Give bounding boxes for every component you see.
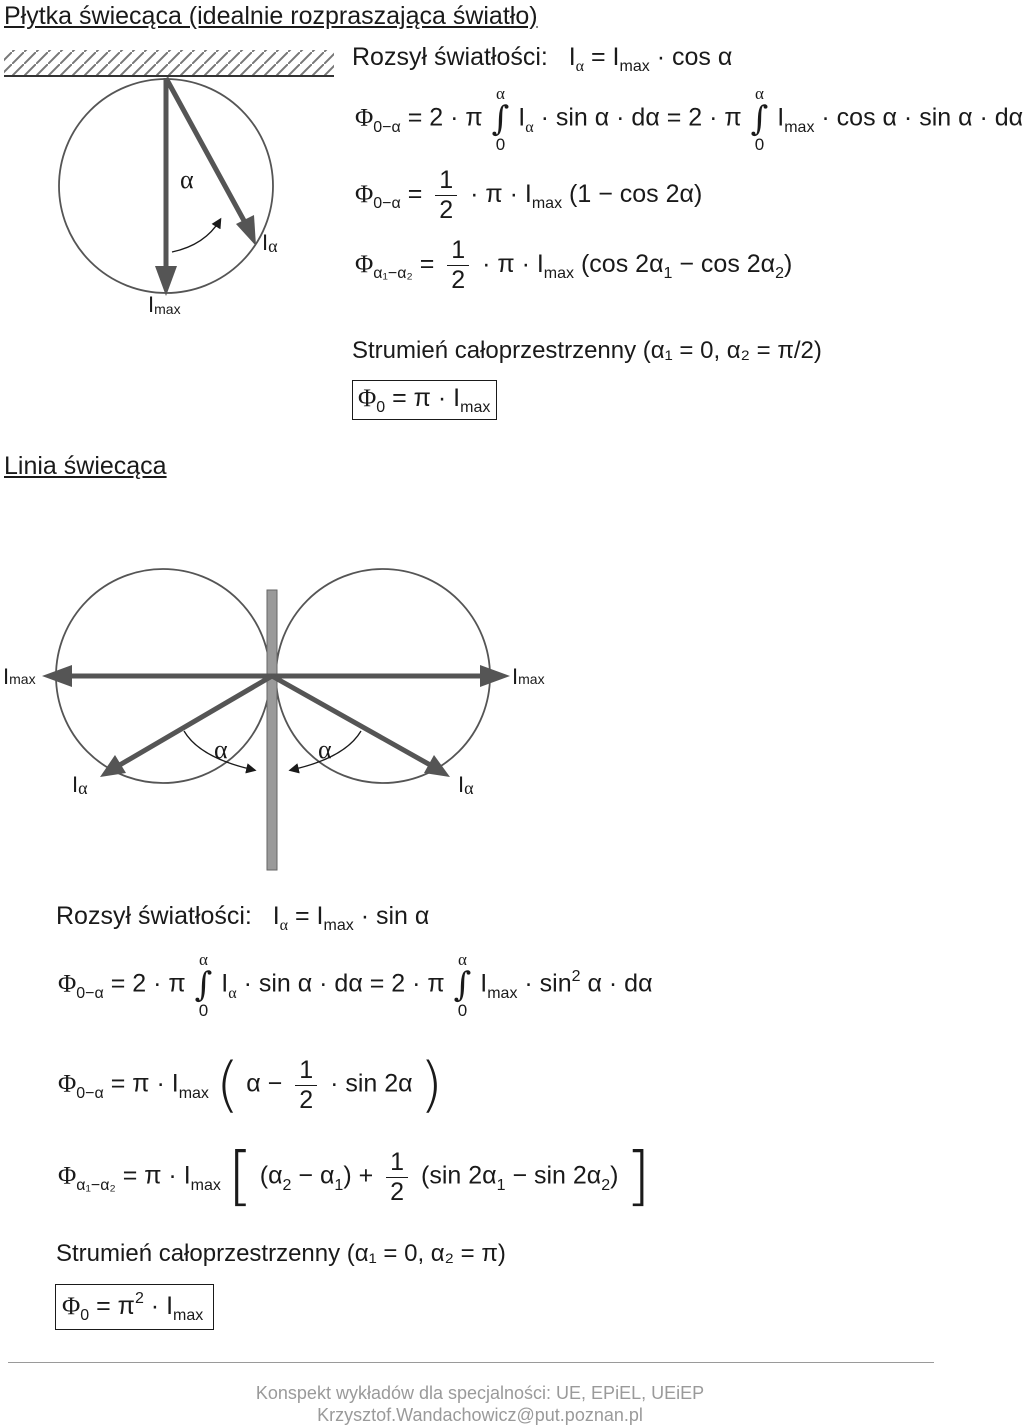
- ceiling-hatch: [4, 50, 334, 76]
- ialpha-label: Iα: [262, 230, 278, 256]
- footer-course-line: Konspekt wykładów dla specjalności: UE, EPiEL, UEiEP: [255, 1383, 705, 1403]
- footer-divider: [8, 1362, 934, 1363]
- imax-left-label: Imax: [3, 664, 36, 689]
- ialpha-left-label: Iα: [72, 772, 88, 798]
- ialpha-arrowhead: [236, 215, 256, 246]
- luminous-line-diagram: [0, 580, 960, 880]
- s1-flux-result-eq: $\Phi_{0-\alpha}$ = $\frac{1}{2}$ · $\pi \cdot I_{max}$ (1 − cos 2α): [355, 166, 703, 224]
- diffuse-plate-diagram: [0, 40, 340, 330]
- footer-email: Krzysztof.Wandachowicz@put.poznan.pl: [317, 1405, 643, 1425]
- ialpha-arrow: [166, 78, 248, 228]
- ialpha-right-line: [272, 676, 432, 766]
- imax-right-label: Imax: [512, 664, 545, 689]
- imax-right-arrowhead: [480, 665, 510, 687]
- fraction: $\frac{1}{2}$: [435, 168, 457, 223]
- s2-flux-result-eq: $\Phi_{0-\alpha} = \pi \cdot I_{max}$ ( α − $\frac{1}{2}$ · sin 2α ): [58, 1050, 443, 1120]
- ialpha-left-line: [118, 676, 272, 766]
- alpha-left-label: α: [214, 735, 228, 764]
- ialpha-right-label: Iα: [458, 772, 474, 798]
- s1-total-flux-label: Strumień całoprzestrzenny (α₁ = 0, α₂ = π/2): [352, 337, 822, 364]
- integral-sign: α ∫ 0: [194, 950, 213, 1020]
- s1-distribution-label: Rozsył światłości:: [352, 43, 548, 71]
- integral-sign: α ∫ 0: [750, 84, 769, 154]
- imax-arrowhead: [155, 266, 177, 296]
- alpha-right-label: α: [318, 735, 332, 764]
- s2-flux-range-eq: $\Phi_{\alpha_1-\alpha_2} = \pi \cdot I_{max}$ [ $(\alpha_2 - \alpha_1)$ + $\frac{1}{2}$ (sin $2\alpha_1 - \sin 2\alpha_2$) ]: [58, 1140, 651, 1214]
- s1-distribution-eq: Rozsył światłości: $I_\alpha = I_{max} \cdot \cos \alpha$: [352, 43, 733, 75]
- s1-flux-range-eq: $\Phi_{\alpha_1-\alpha_2}$ = $\frac{1}{2}$ · $\pi \cdot I_{max}$ (cos $2\alpha_1 - \cos 2\alpha_2$): [355, 236, 793, 294]
- imax-label: Imax: [148, 292, 181, 317]
- fraction: $\frac{1}{2}$: [447, 238, 469, 293]
- fraction: $\frac{1}{2}$: [386, 1150, 408, 1205]
- s2-flux-integral-eq: $\Phi_{0-\alpha} = 2 \cdot \pi$ α ∫ 0 $I_\alpha \cdot \sin \alpha \cdot d\alpha = 2 \cdot \pi$ α ∫ 0 $I_{max} \cdot \sin^2 \alpha \cdot d\alpha$: [58, 950, 653, 1020]
- integral-sign: α ∫ 0: [491, 84, 510, 154]
- s2-distribution-label: Rozsył światłości:: [56, 902, 252, 930]
- luminous-rod: [267, 590, 277, 870]
- section1-title: Płytka świecąca (idealnie rozpraszająca światło): [4, 2, 538, 30]
- s2-distribution-eq: Rozsył światłości: $I_\alpha = I_{max} \cdot \sin \alpha$: [56, 902, 430, 934]
- integral-sign: α ∫ 0: [453, 950, 472, 1020]
- s2-total-flux-label: Strumień całoprzestrzenny (α₁ = 0, α₂ = π): [56, 1240, 506, 1267]
- alpha-label: α: [180, 165, 194, 194]
- s1-total-flux-eq: $\Phi_0 = \pi \cdot I_{max}$: [358, 384, 491, 416]
- s2-total-flux-eq: $\Phi_0 = \pi^2 \cdot I_{max}$: [62, 1290, 204, 1324]
- alpha-arc: [172, 220, 220, 252]
- section2-title: Linia świecąca: [4, 452, 167, 480]
- s1-flux-integral-eq: $\Phi_{0-\alpha} = 2 \cdot \pi$ α ∫ 0 $I_\alpha \cdot \sin \alpha \cdot d\alpha = 2 \cdot \pi$ α ∫ 0 $I_{max} \cdot \cos \alpha \cdot \sin \alpha \cdot d\alpha$: [355, 84, 1023, 154]
- fraction: $\frac{1}{2}$: [295, 1058, 317, 1113]
